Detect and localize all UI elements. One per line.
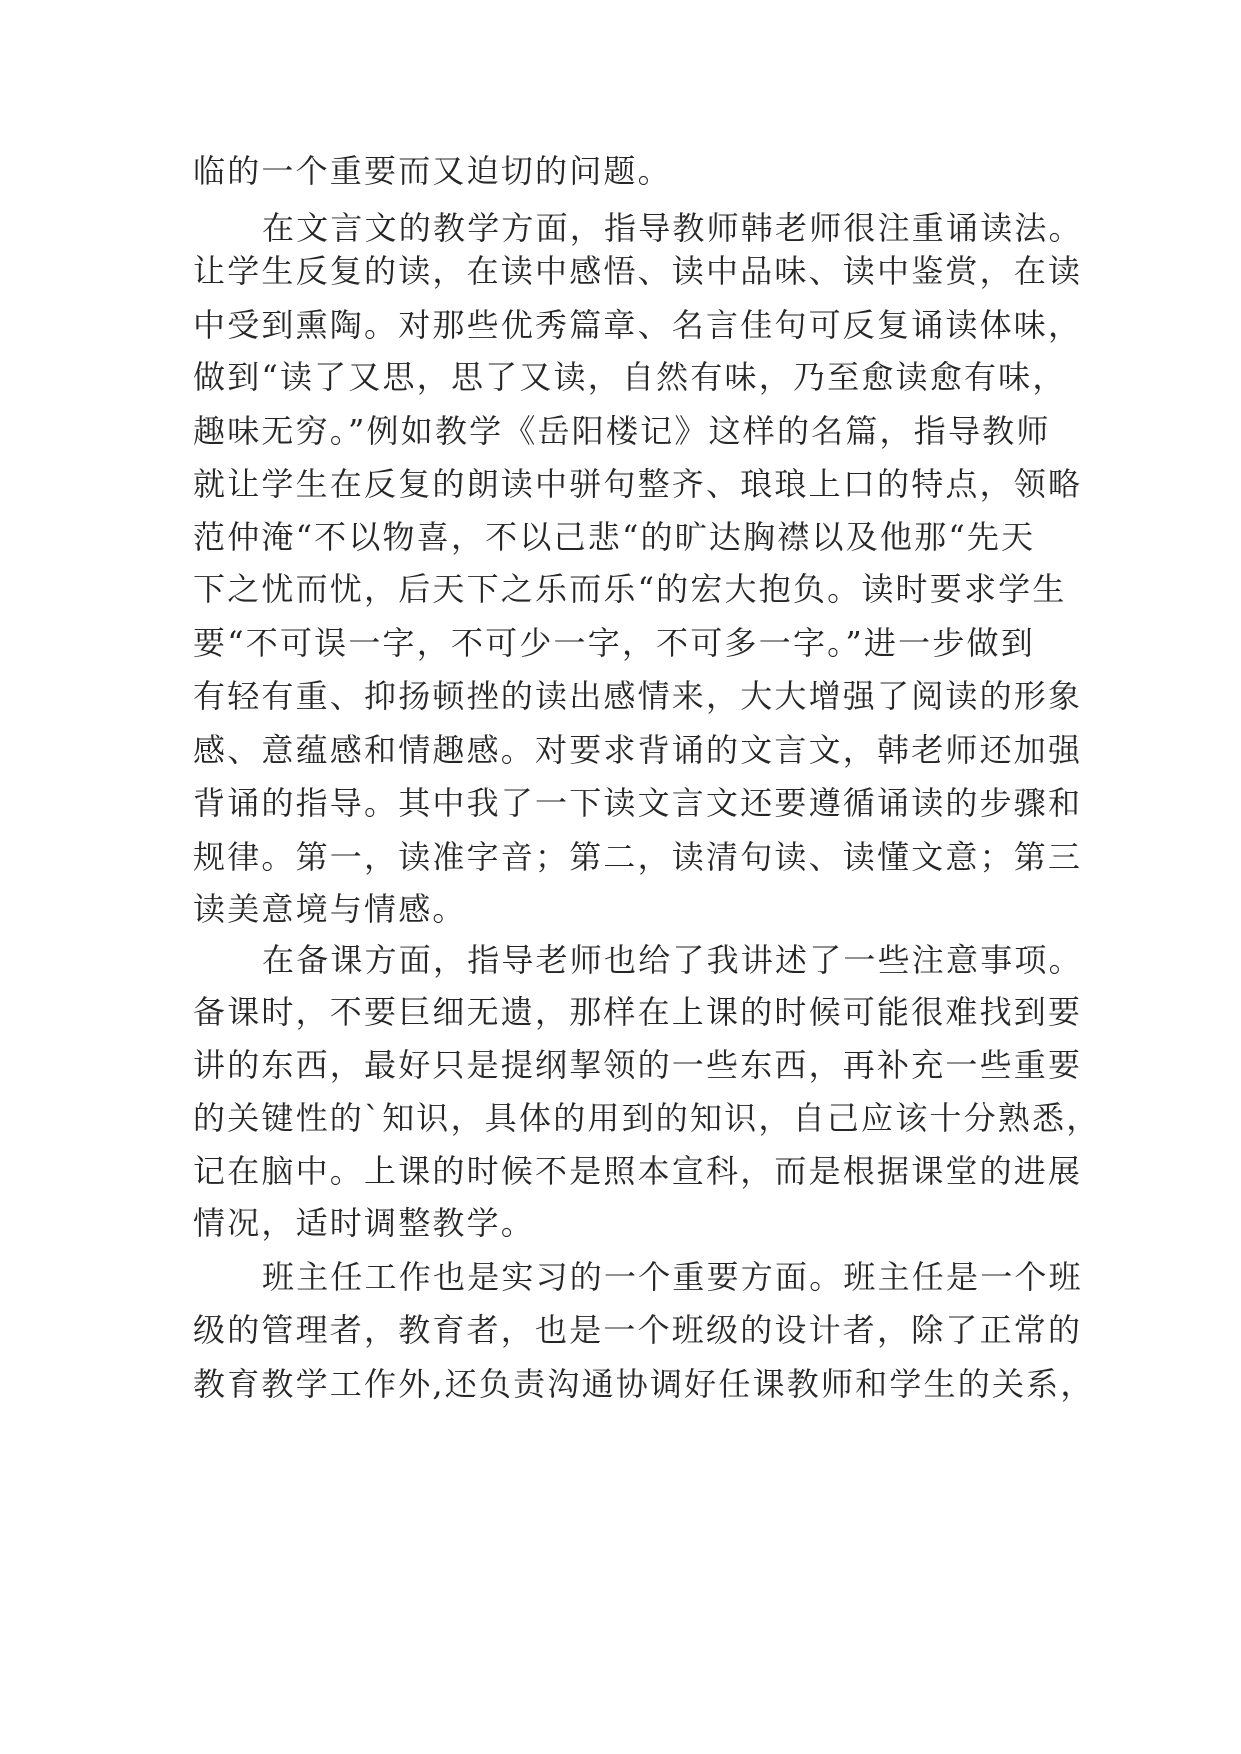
text-line: 感、意蕴感和情趣感。对要求背诵的文言文，韩老师还加强 (193, 731, 1083, 769)
text-line: 让学生反复的读，在读中感悟、读中品味、读中鉴赏，在读 (193, 252, 1083, 290)
text-line: 规律。第一，读准字音；第二，读清句读、读懂文意；第三 (193, 838, 1083, 876)
paragraph-first-line: 班主任工作也是实习的一个重要方面。班主任是一个班 (262, 1258, 1083, 1296)
text-line: 教育教学工作外,还负责沟通协调好任课教师和学生的关系， (193, 1365, 1095, 1403)
text-line: 范仲淹“不以物喜，不以己悲“的旷达胸襟以及他那“先天 (193, 518, 1036, 556)
text-line: 要“不可误一字，不可少一字，不可多一字。”进一步做到 (193, 624, 1035, 662)
text-line: 记在脑中。上课的时候不是照本宣科，而是根据课堂的进展 (193, 1152, 1083, 1190)
paragraph-first-line: 在备课方面，指导老师也给了我讲述了一些注意事项。 (262, 941, 1083, 979)
text-line: 的关键性的`知识，具体的用到的知识，自己应该十分熟悉， (193, 1099, 1101, 1137)
text-line: 级的管理者，教育者，也是一个班级的设计者，除了正常的 (193, 1311, 1083, 1349)
text-line: 备课时，不要巨细无遗，那样在上课的时候可能很难找到要 (193, 993, 1083, 1031)
text-line: 趣味无穷。”例如教学《岳阳楼记》这样的名篇，指导教师 (193, 412, 1051, 450)
text-line: 读美意境与情感。 (193, 890, 467, 928)
paragraph-first-line: 在文言文的教学方面，指导教师韩老师很注重诵读法。 (262, 209, 1083, 247)
text-line: 就让学生在反复的朗读中骈句整齐、琅琅上口的特点，领略 (193, 465, 1083, 503)
text-line: 讲的东西，最好只是提纲挈领的一些东西，再补充一些重要 (193, 1046, 1083, 1084)
text-line: 背诵的指导。其中我了一下读文言文还要遵循诵读的步骤和 (193, 784, 1083, 822)
text-line: 做到“读了又思，思了又读，自然有味，乃至愈读愈有味， (193, 358, 1067, 396)
text-line: 临的一个重要而又迫切的问题。 (193, 152, 672, 190)
text-line: 中受到熏陶。对那些优秀篇章、名言佳句可反复诵读体味， (193, 306, 1083, 344)
text-line: 有轻有重、抑扬顿挫的读出感情来，大大增强了阅读的形象 (193, 677, 1083, 715)
text-line: 情况，适时调整教学。 (193, 1204, 536, 1242)
text-line: 下之忧而忧，后天下之乐而乐“的宏大抱负。读时要求学生 (193, 570, 1067, 608)
